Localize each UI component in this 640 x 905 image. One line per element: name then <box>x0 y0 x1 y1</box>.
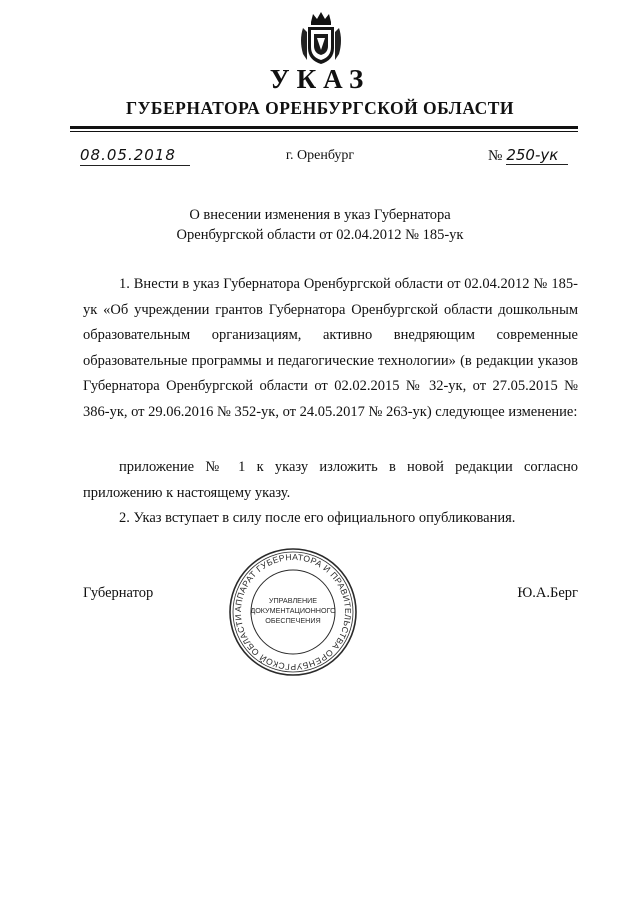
header-rule-thick <box>70 126 578 129</box>
stamp-center-line3: ОБЕСПЕЧЕНИЯ <box>265 616 321 625</box>
signature-name: Ю.А.Берг <box>517 585 578 601</box>
body-paragraph-3: 2. Указ вступает в силу после его официального опубликования. <box>119 510 516 526</box>
decree-heading-line1: О внесении изменения в указ Губернатора <box>189 207 451 223</box>
stamp-center-line1: УПРАВЛЕНИЕ <box>268 596 318 605</box>
header-rule-thin <box>70 131 578 132</box>
coat-of-arms-icon <box>297 10 345 66</box>
body-paragraph-1: 1. Внести в указ Губернатора Оренбургской области от 02.04.2012 № 185-ук «Об учреждении грантов Губернатора Оренбургской области дошкольным образовательным организациям, активно внедряющим современные образовательные программы и педагогические технологии» (в редакции указов Губернатора Оренбургской области от 02.02.2015 № 32-ук, от 27.05.2015 № 386-ук, от 29.06.2016 № 352-ук, от 24.05.2017 № 263-ук) следующее изменение: <box>83 276 578 420</box>
document-title: УКАЗ <box>269 64 371 94</box>
document-subtitle: ГУБЕРНАТОРА ОРЕНБУРГСКОЙ ОБЛАСТИ <box>125 98 515 118</box>
decree-number <box>488 146 568 165</box>
body-paragraph-2: приложение № 1 к указу изложить в новой редакции согласно приложению к настоящему указу. <box>83 459 578 501</box>
decree-city: г. Оренбург <box>285 148 355 163</box>
decree-heading-line2: Оренбургской области от 02.04.2012 № 185-ук <box>176 227 464 243</box>
decree-number-value: 250-ук <box>506 146 568 165</box>
decree-heading <box>0 205 640 245</box>
decree-number-prefix: № <box>488 148 503 164</box>
signature-role: Губернатор <box>83 585 154 601</box>
stamp-ring-text: АППАРАТ ГУБЕРНАТОРА И ПРАВИТЕЛЬСТВА ОРЕНБУРГСКОЙ ОБЛАСТИ <box>232 551 354 673</box>
stamp-center-line2: ДОКУМЕНТАЦИОННОГО <box>250 606 336 615</box>
decree-date: 08.05.2018 <box>80 146 190 166</box>
official-stamp <box>226 545 360 679</box>
